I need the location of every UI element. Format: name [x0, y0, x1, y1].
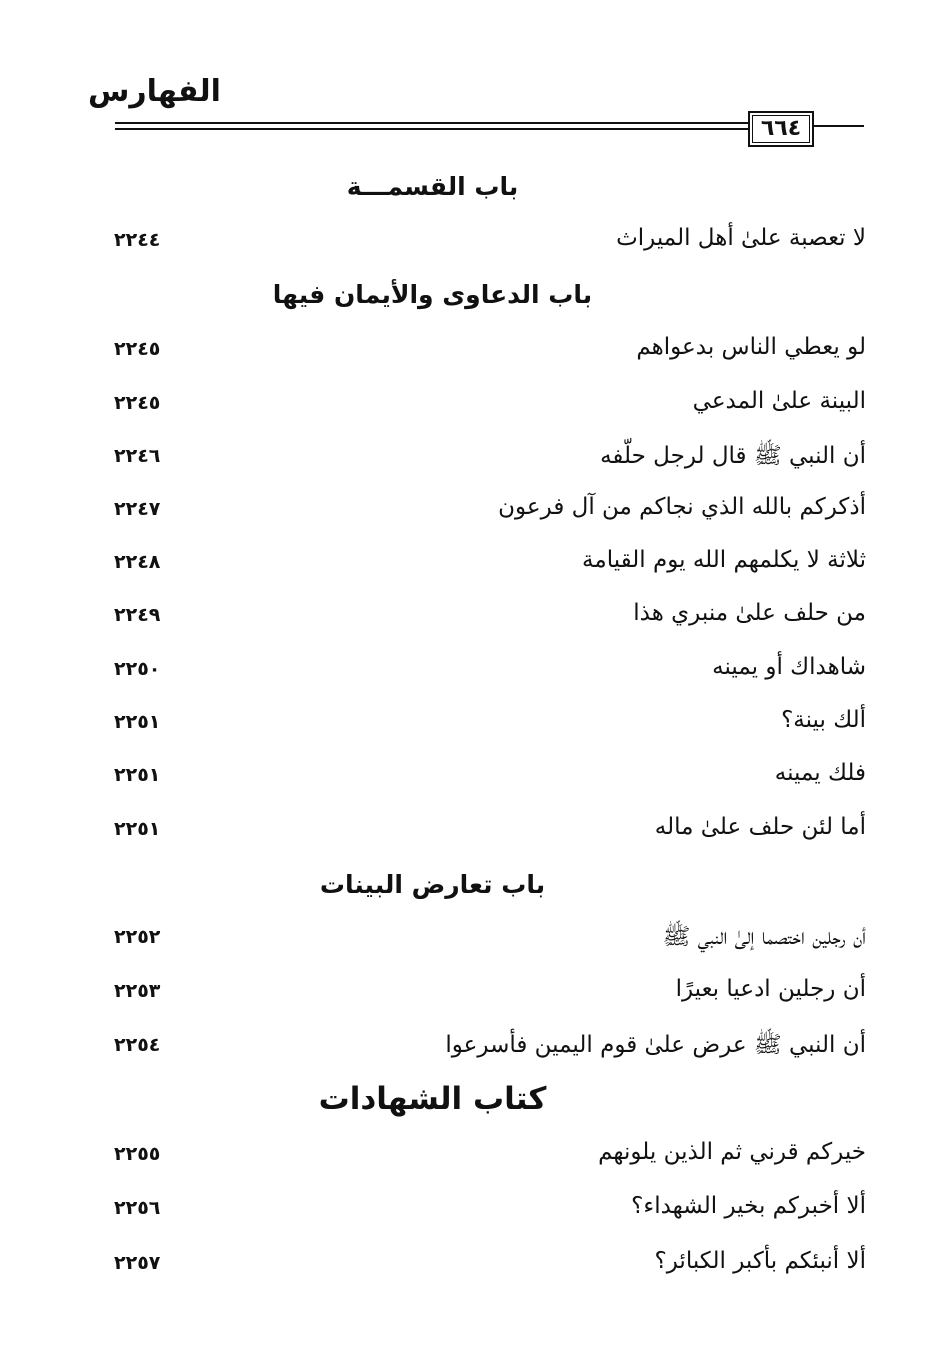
book-heading: كتاب الشهادات: [318, 1081, 547, 1117]
entry-text: البينة علىٰ المدعي: [692, 388, 866, 414]
page-number: ٦٦٤: [748, 111, 814, 147]
entry-number: ٢٢٥١: [114, 711, 161, 733]
entry-number: ٢٢٥١: [114, 764, 161, 786]
entry-number: ٢٢٤٩: [114, 604, 161, 626]
index-entry: [100, 1030, 870, 1070]
index-entry: [100, 1139, 870, 1179]
index-entry: [100, 334, 870, 374]
section-heading: باب الدعاوى والأيمان فيها: [272, 280, 593, 309]
entry-text: ألا أخبركم بخير الشهداء؟: [631, 1193, 866, 1219]
index-entry: [100, 1248, 870, 1288]
entry-number: ٢٢٤٧: [114, 498, 161, 520]
index-entry: [100, 600, 870, 640]
section-heading: باب القسمـــة: [346, 172, 519, 201]
index-entry: [100, 707, 870, 747]
header-rule-top: [115, 122, 750, 124]
index-entry: [100, 388, 870, 428]
entry-number: ٢٢٤٨: [114, 551, 161, 573]
entry-text: لو يعطي الناس بدعواهم: [636, 334, 866, 360]
entry-number: ٢٢٥٧: [114, 1252, 161, 1274]
entry-text: أما لئن حلف علىٰ ماله: [654, 814, 866, 840]
entry-number: ٢٢٤٦: [114, 445, 161, 467]
index-entry: [100, 976, 870, 1016]
entry-number: ٢٢٥٤: [114, 1034, 161, 1056]
header-rule-bottom: [115, 128, 750, 130]
entry-number: ٢٢٥٦: [114, 1197, 161, 1219]
entry-text: فلك يمينه: [774, 760, 866, 786]
entry-number: ٢٢٤٥: [114, 338, 161, 360]
running-title: الفهارس: [88, 74, 221, 109]
index-entry: [100, 441, 870, 481]
entry-number: ٢٢٥٢: [114, 926, 161, 948]
entry-text: ألك بينة؟: [781, 707, 866, 733]
entry-text: ألا أنبئكم بأكبر الكبائر؟: [654, 1248, 866, 1274]
index-entry: [100, 494, 870, 534]
entry-text: من حلف علىٰ منبري هذا: [633, 600, 866, 626]
index-entry: [100, 654, 870, 694]
entry-number: ٢٢٥٣: [114, 980, 161, 1002]
entry-text: أن رجلين اختصما إلىٰ النبي ﷺ: [662, 924, 866, 950]
header-rule-right: [812, 125, 864, 127]
entry-text: خيركم قرني ثم الذين يلونهم: [598, 1139, 866, 1165]
index-entry: [100, 814, 870, 854]
index-entry: [100, 922, 870, 962]
section-heading: باب تعارض البينات: [319, 870, 546, 899]
entry-text: أذكركم بالله الذي نجاكم من آل فرعون: [498, 494, 866, 520]
entry-number: ٢٢٥١: [114, 818, 161, 840]
entry-number: ٢٢٤٥: [114, 392, 161, 414]
entry-text: شاهداك أو يمينه: [712, 654, 866, 680]
entry-number: ٢٢٤٤: [114, 229, 161, 251]
index-entry: [100, 225, 870, 265]
entry-text: أن النبي ﷺ قال لرجل حلّفه: [600, 443, 866, 469]
entry-text: أن رجلين ادعيا بعيرًا: [675, 976, 866, 1002]
index-entry: [100, 760, 870, 800]
entry-text: ثلاثة لا يكلمهم الله يوم القيامة: [582, 547, 866, 573]
index-entry: [100, 547, 870, 587]
page-header: [0, 0, 935, 160]
index-entry: [100, 1193, 870, 1233]
entry-text: لا تعصبة علىٰ أهل الميراث: [616, 225, 866, 251]
entry-number: ٢٢٥٥: [114, 1143, 161, 1165]
entry-text: أن النبي ﷺ عرض علىٰ قوم اليمين فأسرعوا: [445, 1032, 866, 1058]
entry-number: ٢٢٥٠: [114, 658, 161, 680]
